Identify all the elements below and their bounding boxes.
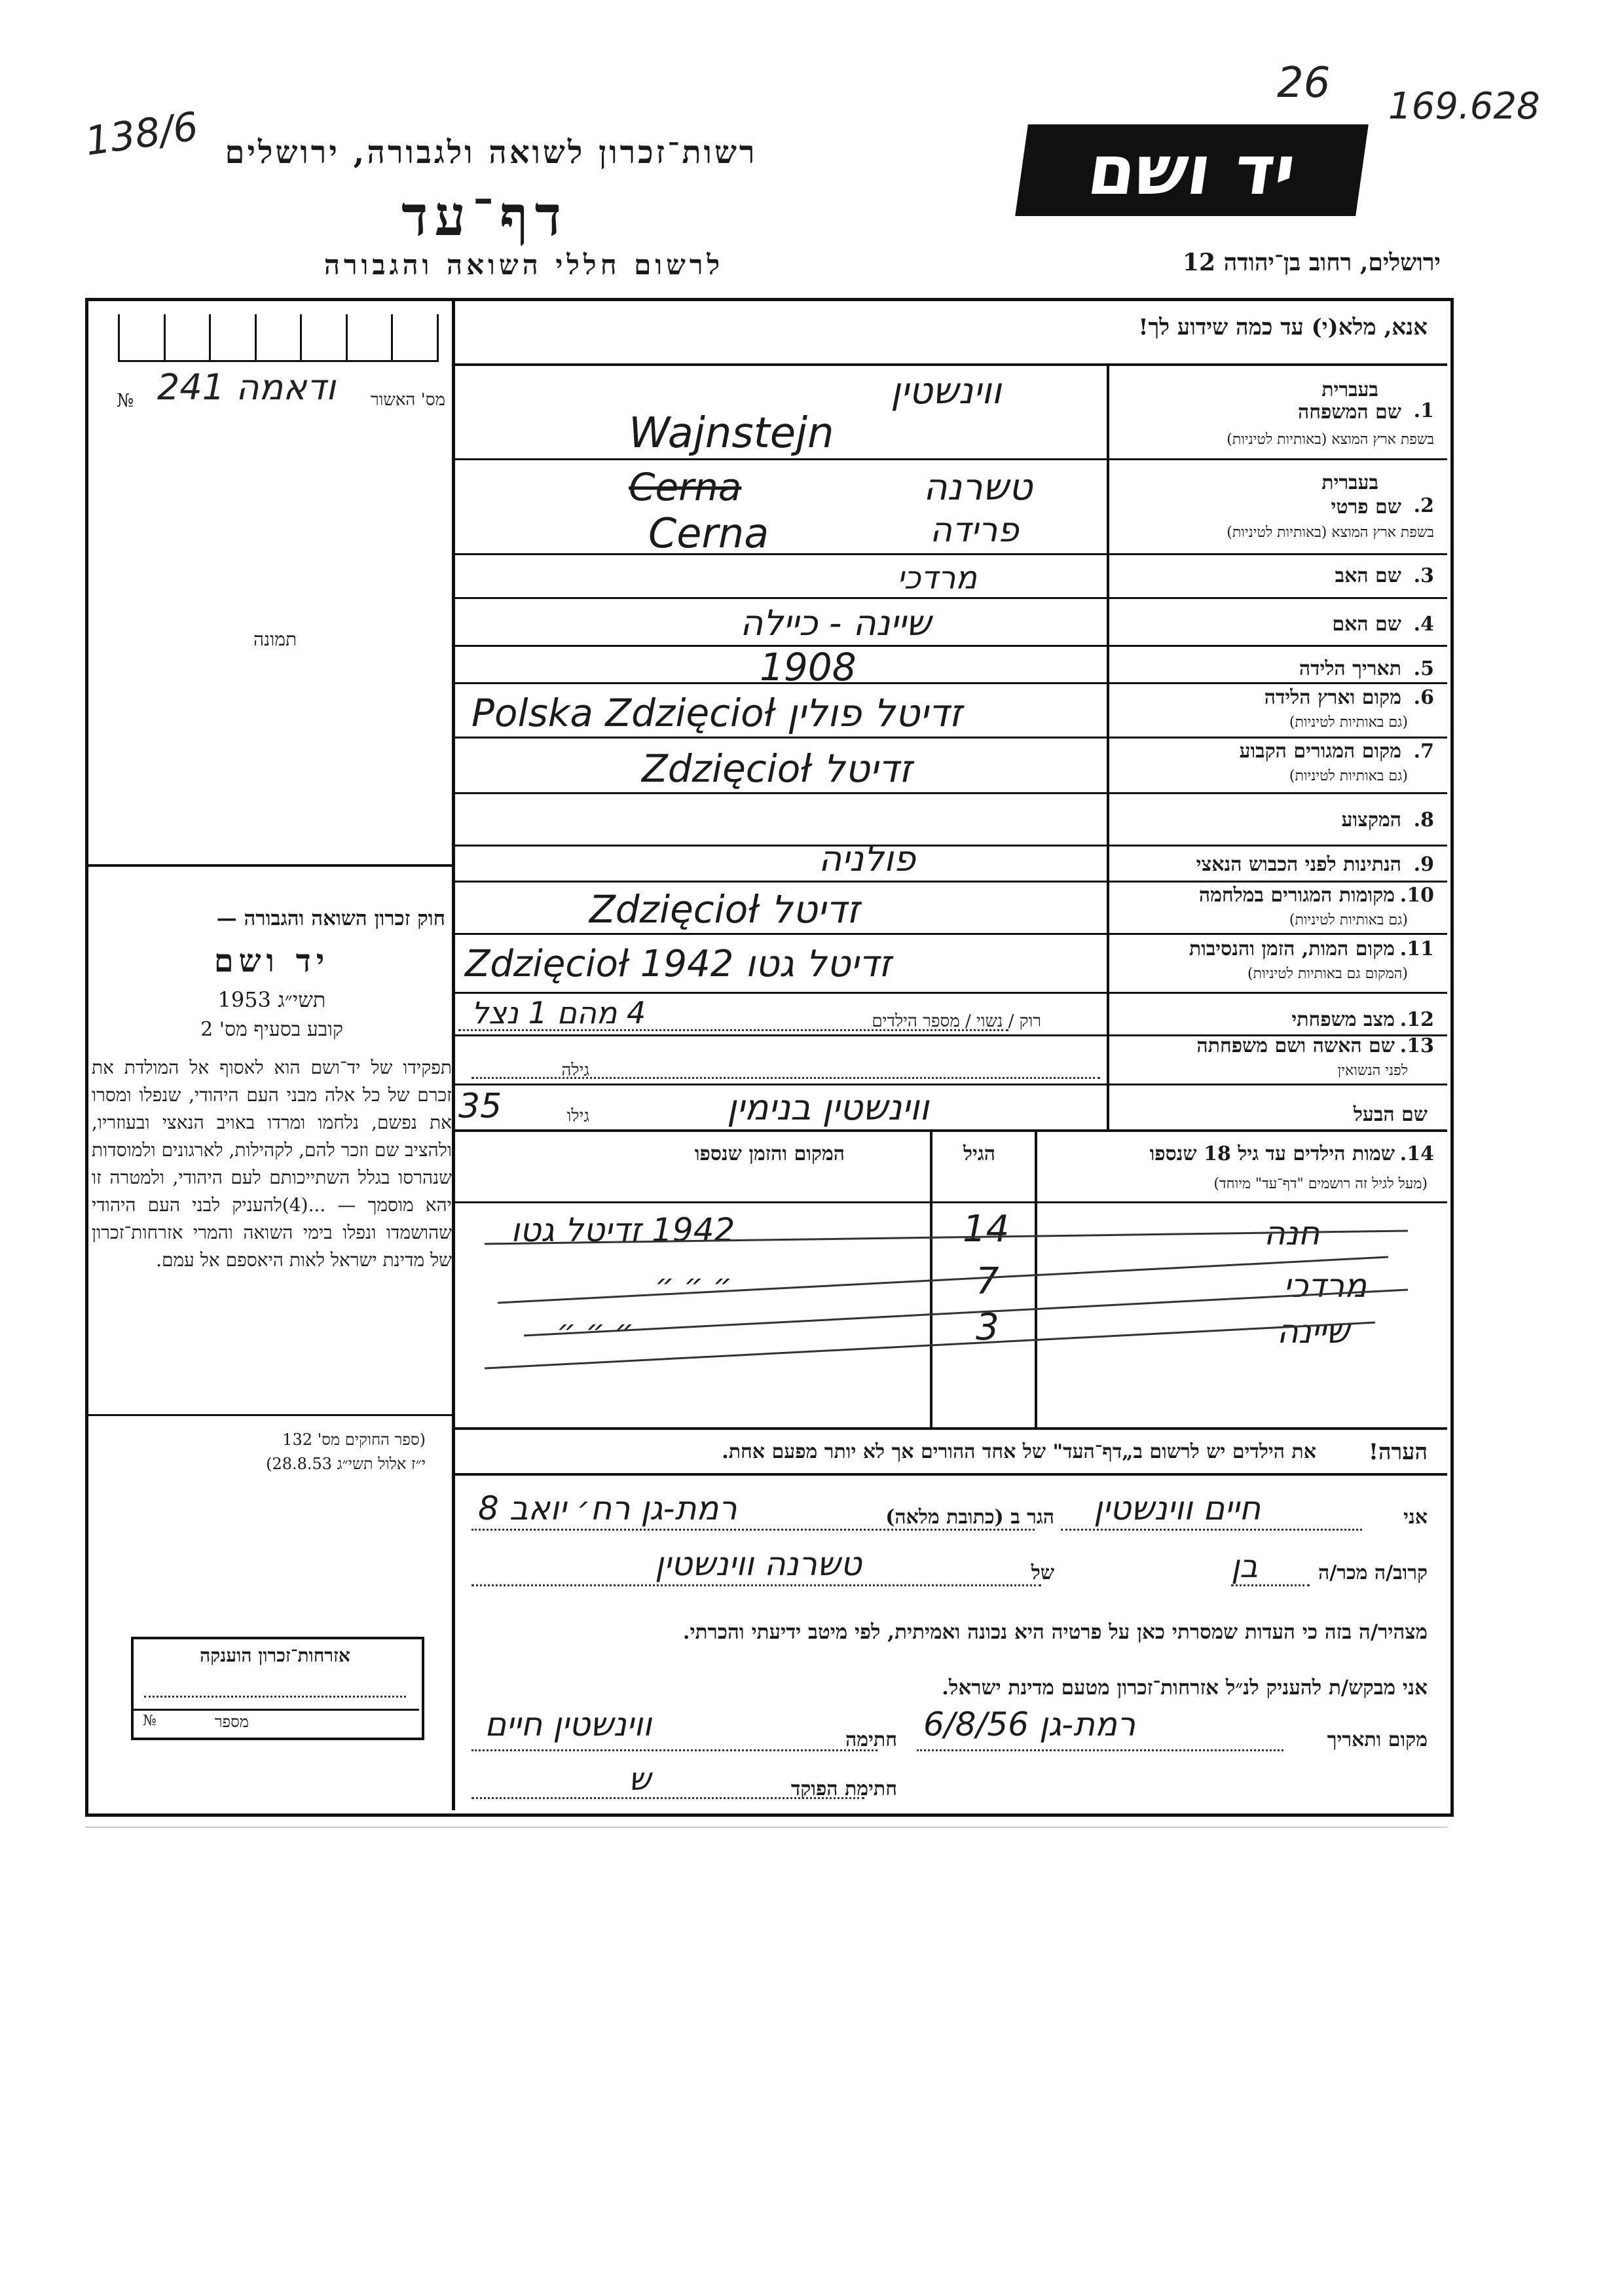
institution-name: רשות־זכרון לשואה ולגבורה, ירושלים xyxy=(225,134,758,171)
field-7-value: Zdzięcioł זדיטל xyxy=(642,746,912,791)
field-12-num: 12. xyxy=(1399,1008,1434,1031)
law-name: יד ושם xyxy=(213,943,330,979)
field-11-sub: (המקום גם באותיות לטיניות) xyxy=(1247,966,1408,982)
field-9-value: פולניה xyxy=(819,838,916,879)
decl-i-dotted xyxy=(1061,1529,1362,1531)
field-2-sub: בשפת ארץ המוצא (באותיות לטיניות) xyxy=(1227,524,1434,541)
decl-officer-dotted xyxy=(471,1797,864,1799)
field-7-label: מקום המגורים הקבוע xyxy=(1239,740,1401,763)
child-name: מרדכי xyxy=(1283,1267,1367,1305)
husband-age: 35 xyxy=(458,1087,502,1126)
hline xyxy=(455,553,1447,555)
hline xyxy=(455,645,1447,647)
form-subtitle: לרשום חללי השואה והגבורה xyxy=(323,249,724,281)
field-9-num: 9. xyxy=(1413,853,1434,876)
law-clause: קובע בסעיף מס' 2 xyxy=(200,1018,343,1041)
field-13-sub: לפני הנשואין xyxy=(1337,1063,1408,1079)
child-place: ״ ״ ״ xyxy=(655,1267,733,1302)
field-8-label: המקצוע xyxy=(1341,809,1401,831)
decl-place-date-label: מקום ותאריך xyxy=(1327,1728,1428,1751)
husband-label: שם הבעל xyxy=(1353,1103,1428,1126)
hline xyxy=(455,458,1447,460)
child-age: 14 xyxy=(963,1208,1010,1250)
address: ירושלים, רחוב בן־יהודה 12 xyxy=(1182,249,1441,276)
law-source: (ספר החוקים מס' 132 xyxy=(282,1430,426,1449)
decl-statement-1: מצהיר/ה בזה כי העדות שמסרתי כאן על פרטיה היא נכונה ואמיתית, לפי מיטב ידיעתי והכרתי. xyxy=(682,1620,1428,1644)
field-13-dotted xyxy=(471,1077,1100,1079)
field-11-label: מקום המות, הזמן והנסיבות xyxy=(1189,938,1395,960)
field-12-prefix: רוק / נשוי / מספר הילדים xyxy=(872,1011,1041,1031)
hline xyxy=(455,792,1447,794)
decl-i-label: אני xyxy=(1403,1506,1428,1529)
field-13-num: 13. xyxy=(1399,1034,1434,1057)
note-title: הערה! xyxy=(1369,1439,1428,1465)
children-col-age: הגיל xyxy=(963,1142,995,1165)
decl-of-dotted xyxy=(471,1584,1041,1586)
field-1-lang: בעברית xyxy=(1321,378,1378,401)
child-name: שיינה xyxy=(1277,1313,1350,1351)
field-1-label: שם המשפחה xyxy=(1297,401,1401,424)
field-2-lang: בעברית xyxy=(1321,471,1378,494)
hline xyxy=(455,1473,1447,1476)
form-title: דף־עד xyxy=(401,183,568,248)
decl-lives-value: רמת-גן רח׳ יואב 8 xyxy=(478,1489,737,1527)
field-6-value: Polska Zdzięcioł זדיטל פולין xyxy=(471,691,963,735)
husband-age-label: גילו xyxy=(566,1106,589,1126)
citizenship-dotted-line xyxy=(144,1696,406,1698)
field-8-num: 8. xyxy=(1413,809,1434,831)
law-text: תפקידו של יד־ושם הוא לאסוף אל המולדת את זכרם של כל אלה מבני העם היהודי, שנפלו ומסרו את נפשם, נלחמו ומרדו באויב הנאצי ובעוזריו, ולהציב שם וזכר להם, לקהילות, לארגונים ולמוסדות שנהרסו בגלל השתייכותם לעם היהודי, ולמטרה זו יהא מוסמך — ...(4)להעניק לבני העם היהודי שהושמדו ונפלו בימי השואה והמרי אזרחות־זכרון של מדינת ישראל לאות היאספם אל עמם. xyxy=(92,1057,452,1271)
hline xyxy=(455,363,1447,366)
decl-officer-value: ש xyxy=(629,1761,652,1798)
law-title: חוק זכרון השואה והגבורה — xyxy=(216,907,445,930)
field-6-label: מקום וארץ הלידה xyxy=(1264,686,1401,709)
corner-number-right: 169.628 xyxy=(1388,85,1540,128)
field-11-value: Zdzięcioł 1942 זדיטל גטו xyxy=(465,943,892,985)
approval-ticks xyxy=(118,314,439,362)
corner-number-mid: 26 xyxy=(1277,59,1331,107)
citizenship-title: אזרחות־זכרון הוענקה xyxy=(200,1645,350,1666)
citizenship-number-label: מספר xyxy=(214,1713,249,1731)
field-10-value: Zdzięcioł זדיטל xyxy=(589,887,860,932)
field-13-age-label: גילה xyxy=(561,1061,589,1080)
hline xyxy=(455,992,1447,994)
hline xyxy=(455,1201,1447,1203)
hline xyxy=(455,881,1447,883)
decl-relative-label: קרוב/ה מכר/ה xyxy=(1318,1561,1428,1584)
field-3-value: מרדכי xyxy=(897,560,978,596)
approval-value: ודאמה 241 xyxy=(157,367,336,408)
field-12-label: מצב משפחתי xyxy=(1291,1008,1395,1031)
instruction: אנא, מלא(י) עד כמה שידוע לך! xyxy=(1138,314,1428,340)
decl-place-date-dotted xyxy=(917,1749,1283,1751)
field-13-label: שם האשה ושם משפחתה xyxy=(1196,1034,1395,1057)
hline xyxy=(455,737,1447,738)
decl-lives-label: הגר ב (כתובת מלאה) xyxy=(885,1506,1054,1529)
child-age: 3 xyxy=(976,1306,999,1349)
children-title: שמות הילדים עד גיל 18 שנספו xyxy=(1149,1142,1395,1165)
field-1-num: 1. xyxy=(1413,399,1434,422)
decl-relation-value: בן xyxy=(1231,1548,1258,1585)
children-col-place: המקום והזמן שנספו xyxy=(694,1142,845,1165)
children-num: 14. xyxy=(1399,1142,1434,1165)
decl-place-date-value: רמת-גן 6/8/56 xyxy=(923,1705,1136,1743)
husband-value: ווינשטין בנימין xyxy=(727,1087,929,1128)
field-10-label: מקומות המגורים במלחמה xyxy=(1198,884,1395,907)
decl-of-label: של xyxy=(1031,1561,1054,1584)
field-5-value: 1908 xyxy=(760,645,857,689)
field-3-num: 3. xyxy=(1413,564,1434,587)
citizenship-no-sign: № xyxy=(143,1713,157,1729)
note-text: את הילדים יש לרשום ב„דף־העד" של אחד ההורים אך לא יותר מפעם אחת. xyxy=(722,1440,1316,1463)
field-5-label: תאריך הלידה xyxy=(1299,657,1401,680)
child-name: חנה xyxy=(1264,1214,1320,1252)
approval-no-sign: № xyxy=(117,390,134,411)
field-1-sub: בשפת ארץ המוצא (באותיות לטיניות) xyxy=(1227,431,1434,448)
field-2-label: שם פרטי xyxy=(1331,496,1401,519)
field-6-sub: (גם באותיות לטיניות) xyxy=(1289,714,1408,731)
field-11-num: 11. xyxy=(1399,938,1434,960)
hline xyxy=(455,845,1447,847)
decl-statement-2: אני מבקש/ת להעניק לנ״ל אזרחות־זכרון מטעם מדינת ישראל. xyxy=(942,1676,1428,1700)
hline xyxy=(455,682,1447,684)
field-7-sub: (גם באותיות לטיניות) xyxy=(1289,768,1408,784)
field-2-value-hebrew-2: פרידה xyxy=(930,511,1019,550)
field-9-label: הנתינות לפני הכבוש הנאצי xyxy=(1196,853,1401,876)
sidebar-hline xyxy=(88,1414,452,1416)
child-place: 1942 זדיטל גטו xyxy=(511,1211,735,1249)
decl-of-value: טשרנה ווינשטין xyxy=(655,1545,862,1583)
law-year: תשי״ג 1953 xyxy=(217,987,326,1012)
corner-number-left: 138/6 xyxy=(82,103,201,165)
field-6-num: 6. xyxy=(1413,686,1434,709)
field-2-value-latin: Cerna xyxy=(648,509,769,557)
hline xyxy=(455,933,1447,935)
hline xyxy=(455,1427,1447,1430)
field-4-num: 4. xyxy=(1413,613,1434,636)
field-5-num: 5. xyxy=(1413,657,1434,680)
field-2-value-strike: Cerna xyxy=(629,465,742,509)
field-1-value-hebrew: ווינשטין xyxy=(891,370,1002,412)
child-age: 7 xyxy=(976,1260,999,1303)
decl-signature-label: חתימה xyxy=(845,1728,897,1751)
hline xyxy=(455,1129,1447,1132)
field-10-sub: (גם באותיות לטיניות) xyxy=(1289,912,1408,928)
decl-signature-dotted xyxy=(471,1749,877,1751)
law-date: י״ז אלול תשי״ג 28.8.53) xyxy=(266,1455,426,1473)
approval-label: מס' האשור xyxy=(370,390,445,410)
decl-i-value: חיים ווינשטין xyxy=(1094,1489,1261,1527)
hline xyxy=(455,1084,1447,1085)
photo-label: תמונה xyxy=(253,629,297,650)
child-place: ״ ״ ״ xyxy=(557,1313,635,1348)
field-2-value-hebrew: טשרנה xyxy=(923,466,1033,509)
children-subtitle: (מעל לגיל זה רושמים "דף־עד" מיוחד) xyxy=(1213,1176,1428,1192)
field-4-value: שיינה - כיילה xyxy=(740,602,931,644)
field-1-value-latin: Wajnstejn xyxy=(629,409,834,458)
sidebar-hline xyxy=(88,864,452,867)
field-10-num: 10. xyxy=(1399,884,1434,907)
decl-lives-dotted xyxy=(471,1529,1035,1531)
citizenship-hline xyxy=(134,1709,419,1711)
logo-text: יד ושם xyxy=(1082,130,1301,210)
field-3-label: שם האב xyxy=(1335,564,1401,587)
field-2-num: 2. xyxy=(1413,494,1434,517)
field-4-label: שם האם xyxy=(1332,613,1401,636)
hline xyxy=(455,597,1447,599)
decl-officer-label: חתימת הפוקד xyxy=(790,1777,897,1800)
field-7-num: 7. xyxy=(1413,740,1434,763)
yad-vashem-logo xyxy=(1015,124,1369,216)
children-strike-marks xyxy=(458,1205,1441,1421)
scan-edge xyxy=(85,1827,1447,1828)
sidebar-divider xyxy=(452,298,455,1810)
label-divider xyxy=(1107,363,1109,1129)
field-12-value: 4 מהם 1 נצל xyxy=(471,995,646,1030)
decl-signature-value: ווינשטין חיים xyxy=(485,1705,652,1743)
